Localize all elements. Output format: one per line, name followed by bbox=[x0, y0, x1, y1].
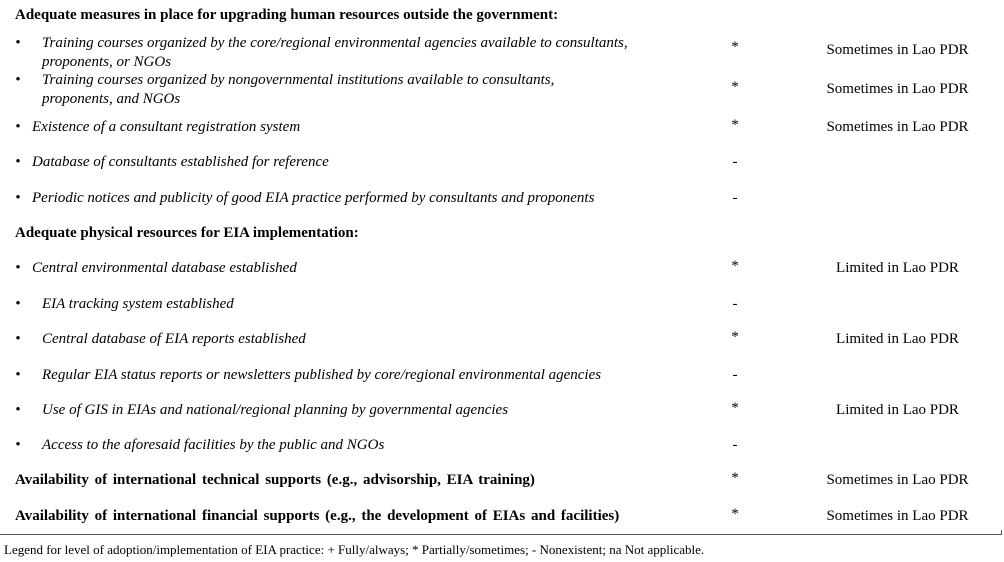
row-note: Limited in Lao PDR bbox=[836, 402, 959, 418]
bullet-icon: • bbox=[15, 402, 21, 418]
bullet-icon: • bbox=[15, 437, 21, 453]
row-level-mark: - bbox=[732, 190, 738, 206]
bullet-icon: • bbox=[15, 296, 21, 312]
row-item-text: Central environmental database established bbox=[32, 260, 297, 276]
row-item-text: Training courses organized by the core/regional environmental agencies available to consultants, proponents, or NGOs bbox=[42, 35, 628, 70]
row-item-text: Access to the aforesaid facilities by the public and NGOs bbox=[42, 437, 385, 453]
bullet-icon: • bbox=[15, 331, 21, 347]
row-item-text: EIA tracking system established bbox=[42, 296, 234, 312]
row-level-mark: * bbox=[731, 506, 739, 522]
bullet-icon: • bbox=[15, 72, 21, 88]
table-row bbox=[0, 71, 1004, 111]
bullet-icon: • bbox=[15, 154, 21, 170]
row-level-mark: - bbox=[732, 154, 738, 170]
row-level-mark: * bbox=[731, 400, 739, 416]
row-item-text: Availability of international technical supports (e.g., advisorship, EIA training) bbox=[15, 472, 535, 488]
row-level-mark: * bbox=[731, 258, 739, 274]
row-item-text: Regular EIA status reports or newsletters published by core/regional environmental agencies bbox=[42, 367, 602, 383]
table-corner-tick bbox=[1001, 530, 1002, 535]
row-note: Limited in Lao PDR bbox=[836, 260, 959, 276]
row-level-mark: - bbox=[732, 296, 738, 312]
row-item-text: Database of consultants established for reference bbox=[32, 154, 329, 170]
row-level-mark: * bbox=[731, 329, 739, 345]
row-note: Sometimes in Lao PDR bbox=[826, 472, 969, 488]
bullet-icon: • bbox=[15, 260, 21, 276]
table-bottom-rule bbox=[0, 534, 1002, 535]
row-note: Sometimes in Lao PDR bbox=[826, 42, 969, 58]
row-level-mark: - bbox=[732, 367, 738, 383]
row-level-mark: * bbox=[731, 470, 739, 486]
row-note: Sometimes in Lao PDR bbox=[826, 81, 969, 97]
row-level-mark: * bbox=[731, 39, 739, 55]
row-item-text: Central database of EIA reports established bbox=[42, 331, 306, 347]
row-level-mark: - bbox=[732, 437, 738, 453]
row-note: Sometimes in Lao PDR bbox=[826, 119, 969, 135]
row-note: Limited in Lao PDR bbox=[836, 331, 959, 347]
row-item-text: Periodic notices and publicity of good EIA practice performed by consultants and proponents bbox=[32, 190, 595, 206]
row-note: Sometimes in Lao PDR bbox=[826, 508, 969, 524]
row-level-mark: * bbox=[731, 117, 739, 133]
row-item-text: Availability of international financial supports (e.g., the development of EIAs and facilities) bbox=[15, 508, 620, 524]
row-level-mark: * bbox=[731, 79, 739, 95]
bullet-icon: • bbox=[15, 119, 21, 135]
table-legend: Legend for level of adoption/implementation of EIA practice: + Fully/always; * Partially/sometimes; - Nonexistent; na Not applicable. bbox=[4, 542, 705, 557]
bullet-icon: • bbox=[15, 35, 21, 51]
row-item-text: Training courses organized by nongovernmental institutions available to consultants, proponents, and NGOs bbox=[42, 72, 555, 107]
section-heading-text: Adequate measures in place for upgrading human resources outside the government: bbox=[15, 7, 559, 23]
bullet-icon: • bbox=[15, 367, 21, 383]
row-item-text: Existence of a consultant registration system bbox=[32, 119, 301, 135]
row-item-text: Use of GIS in EIAs and national/regional planning by governmental agencies bbox=[42, 402, 509, 418]
table-row bbox=[0, 34, 1004, 74]
section-heading-text: Adequate physical resources for EIA implementation: bbox=[15, 225, 359, 241]
bullet-icon: • bbox=[15, 190, 21, 206]
